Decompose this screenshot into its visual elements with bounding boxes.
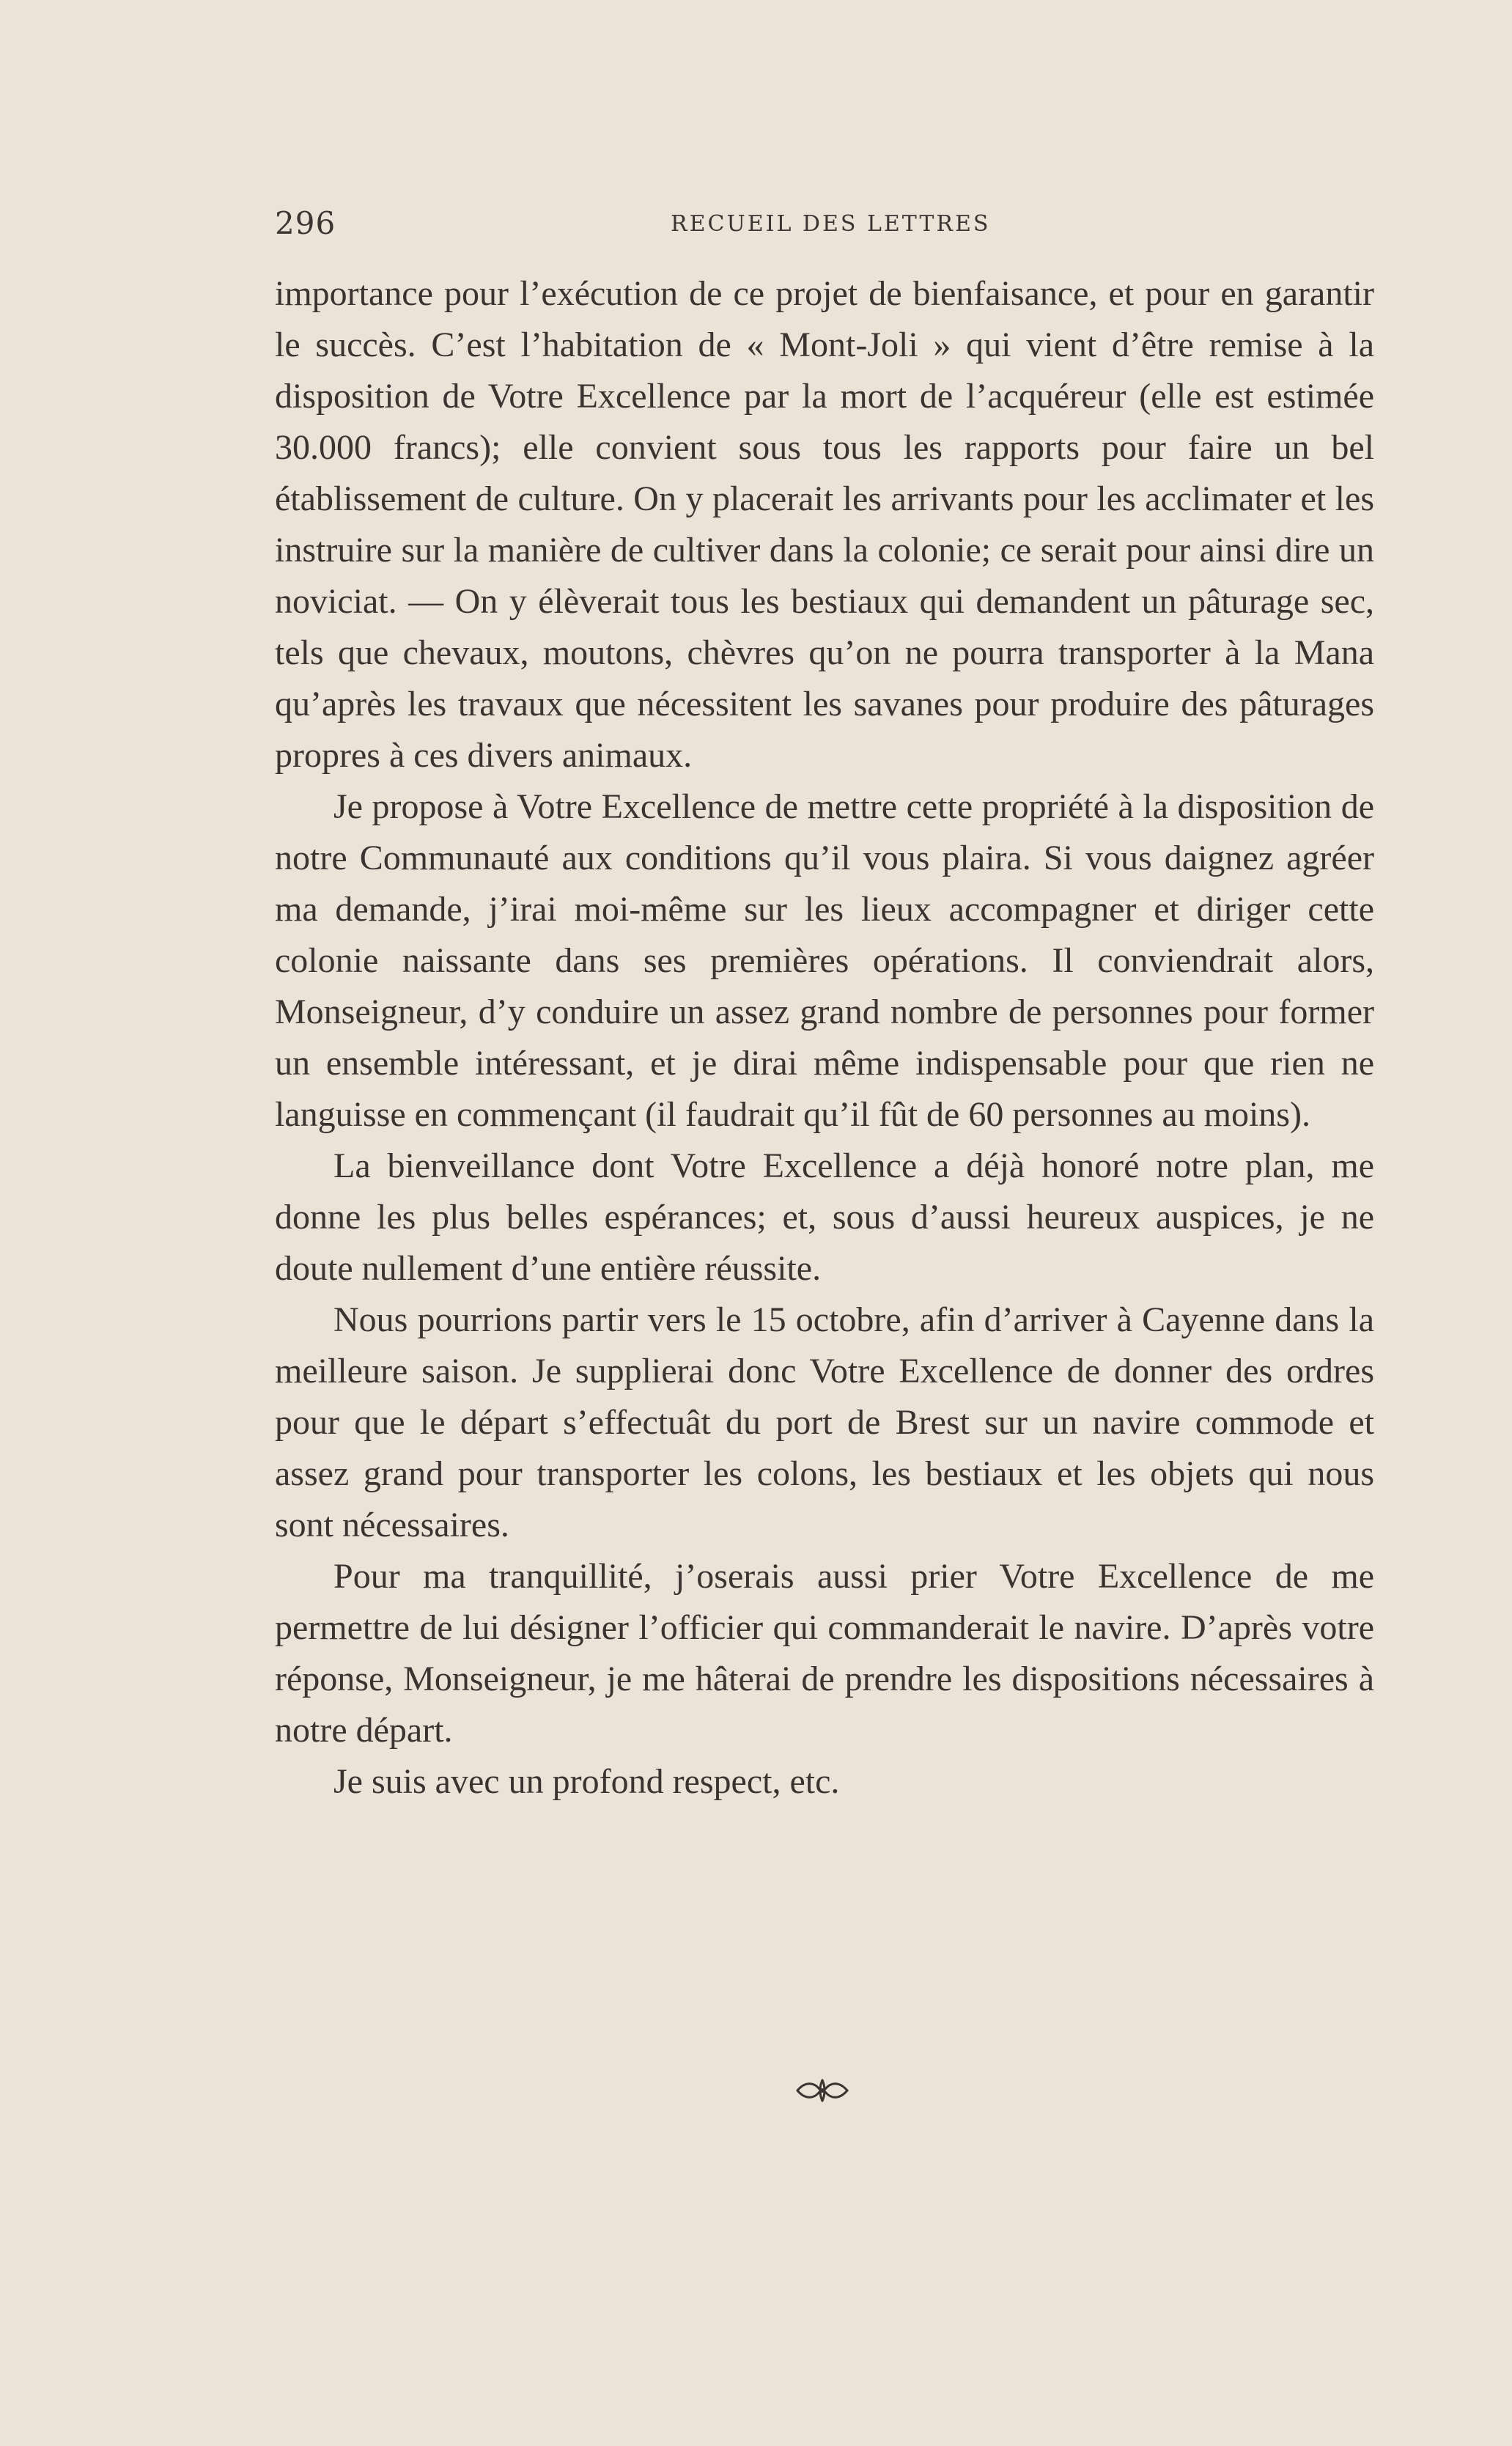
- paragraph-officer: Pour ma tranquillité, j’oserais aussi prier Votre Excellence de me permettre de lui désigner l’officier qui commanderait le navire. D’après votre réponse, Monseigneur, je me hâterai de prendre les dispositions nécessaires à notre départ.: [275, 1557, 1374, 1750]
- body-text: [275, 268, 1374, 1808]
- paragraph-bienveillance: La bienveillance dont Votre Excellence a déjà honoré notre plan, me donne les plus belles espérances; et, sous d’aussi heureux auspices, je ne doute nullement d’une entière réussite.: [275, 1146, 1374, 1288]
- page-header: [275, 205, 1374, 242]
- paragraph-departure: Nous pourrions partir vers le 15 octobre, afin d’arriver à Cayenne dans la meilleure saison. Je supplierai donc Votre Excellence de donner des ordres pour que le départ s’effectuât du port de Brest sur un navire commode et assez grand pour transporter les colons, les bestiaux et les objets qui nous sont nécessaires.: [275, 1300, 1374, 1544]
- running-head: RECUEIL DES LETTRES: [671, 211, 991, 237]
- paragraph-proposal: Je propose à Votre Excellence de mettre cette propriété à la disposition de notre Communauté aux conditions qu’il vous plaira. Si vous daignez agréer ma demande, j’irai moi-même sur les lieux accompagner et diriger cette colonie naissante dans ses premières opérations. Il conviendrait alors, Monseigneur, d’y conduire un assez grand nombre de personnes pour former un ensemble intéressant, et je dirai même indispensable pour que rien ne languisse en commençant (il faudrait qu’il fût de 60 personnes au moins).: [275, 787, 1374, 1134]
- paragraph-continuation: importance pour l’exécution de ce projet de bienfaisance, et pour en garantir le succès. C’est l’habitation de « Mont-Joli » qui vient d’être remise à la disposition de Votre Excellence par la mort de l’acquéreur (elle est estimée 30.000 francs); elle convient sous tous les rapports pour faire un bel établissement de culture. On y placerait les arrivants pour les acclimater et les instruire sur la manière de cultiver dans la colonie; ce serait pour ainsi dire un noviciat. — On y élèverait tous les bestiaux qui demandent un pâturage sec, tels que chevaux, moutons, chèvres qu’on ne pourra transporter à la Mana qu’après les travaux que nécessitent les savanes pour produire des pâturages propres à ces divers animaux.: [275, 274, 1374, 775]
- page-number: 296: [275, 205, 336, 241]
- paragraph-closing: Je suis avec un profond respect, etc.: [333, 1762, 840, 1801]
- fleuron-icon: [793, 2076, 852, 2105]
